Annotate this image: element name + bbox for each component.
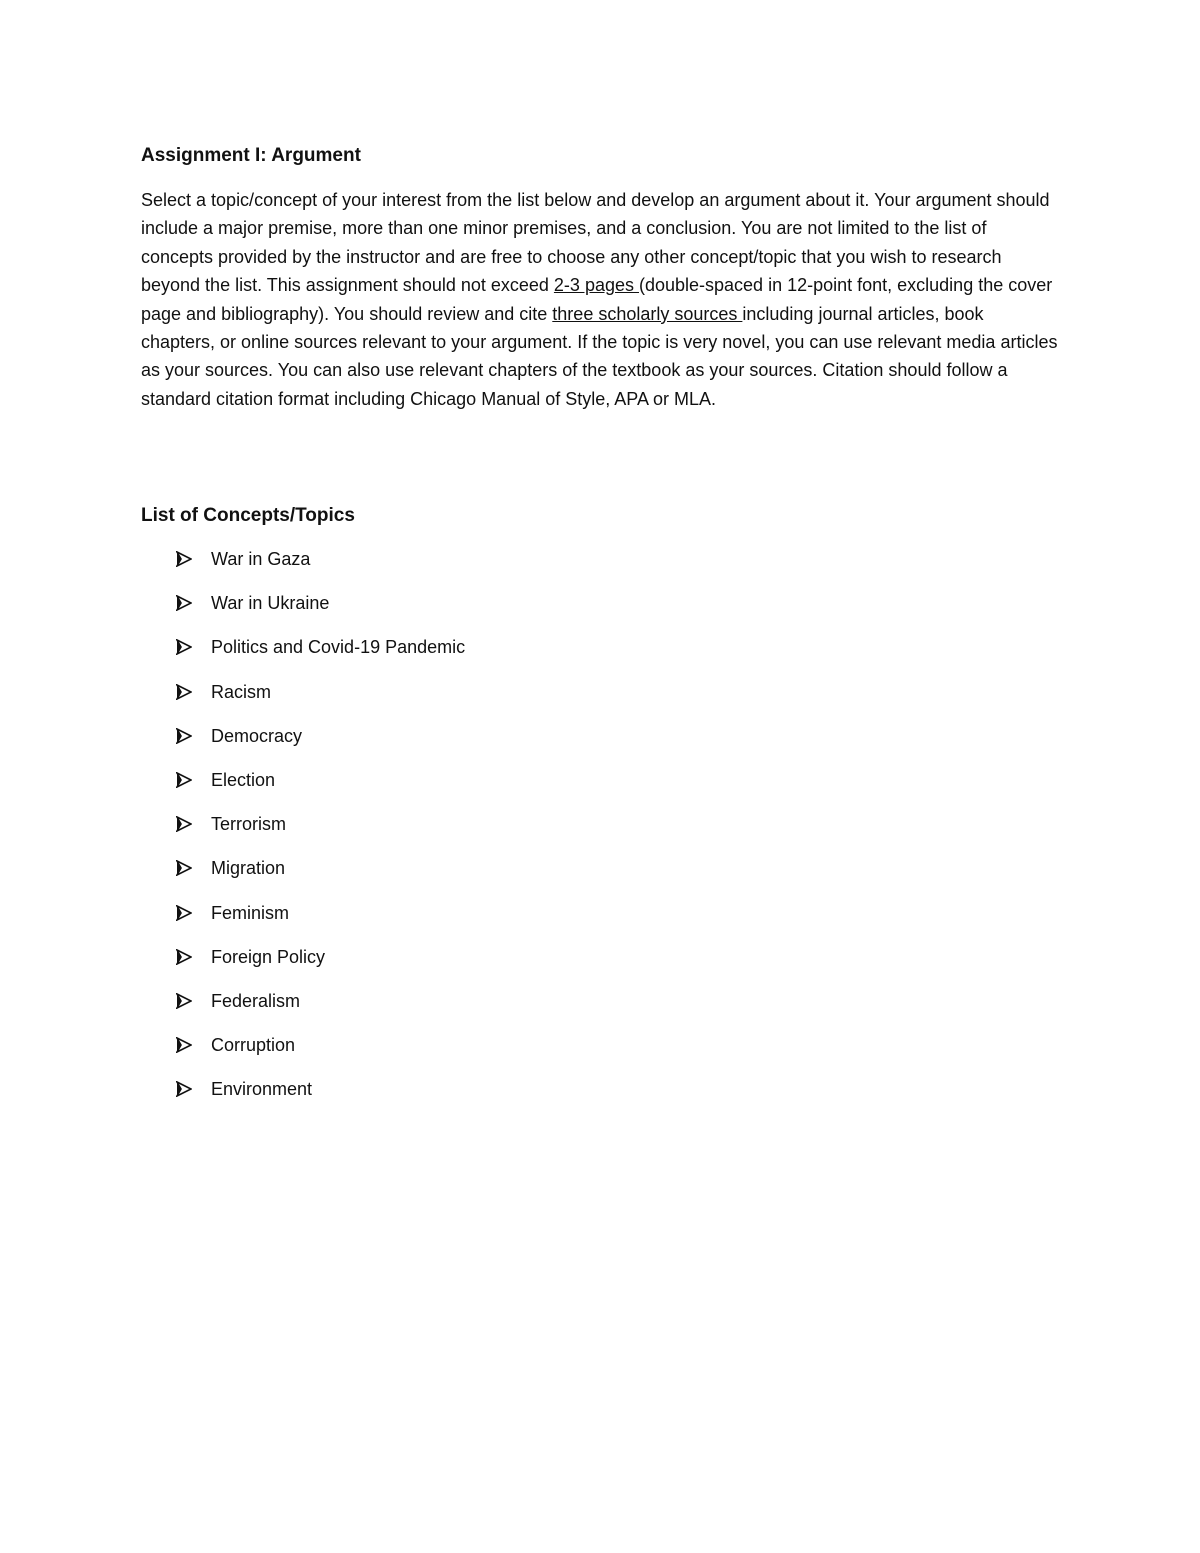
topic-list-item [176,679,465,723]
topic-list-item [176,1032,465,1076]
topic-label: Feminism [211,902,290,923]
topic-label: Foreign Policy [211,946,326,967]
topic-label: Federalism [211,990,301,1011]
topic-list-item [176,811,465,855]
sources-requirement-underlined: three scholarly sources [552,303,743,324]
arrowhead-bullet-icon [176,900,194,926]
instructions-text-part-1: Select a topic/concept of your interest from the list below and develop an argument about it. Your argument should include a major premise, more than one minor premises, and a conclusion. You are not limited to the list of concepts provided by the instructor and are free to choose any other concept/topic that you wish to research beyond the list. This assignment should not exceed [141,190,1050,296]
arrowhead-bullet-icon [176,723,194,749]
topic-list-item [176,944,465,988]
topic-label: Migration [211,858,286,879]
page-limit-underlined: 2-3 pages [553,275,639,296]
topic-label: Environment [211,1079,313,1100]
arrowhead-bullet-icon [176,1076,194,1102]
instructions-text-part-2: (double-spaced in 12-point font, excluding the cover page and bibliography). You should review and cite [141,275,1053,324]
topic-label: War in Ukraine [211,593,330,614]
arrowhead-bullet-icon [176,855,194,881]
topic-list-item [176,900,465,944]
arrowhead-bullet-icon [176,634,194,660]
topic-list-item [176,590,465,634]
arrowhead-bullet-icon [176,1032,194,1058]
topic-list-item [176,988,465,1032]
arrowhead-bullet-icon [176,767,194,793]
topic-label: Terrorism [211,814,286,835]
arrowhead-bullet-icon [176,988,194,1014]
topic-label: Racism [211,681,272,702]
arrowhead-bullet-icon [176,546,194,572]
topic-label: Politics and Covid-19 Pandemic [211,637,466,658]
topic-label: Corruption [211,1035,296,1056]
topic-label: Democracy [211,725,303,746]
topic-list-item [176,855,465,899]
topic-list-item [176,767,465,811]
arrowhead-bullet-icon [176,944,194,970]
topic-list-item [176,546,465,590]
arrowhead-bullet-icon [176,590,194,616]
topics-list-heading: List of Concepts/Topics [141,505,355,526]
topic-list-item [176,634,465,678]
instructions-text-part-3: including journal articles, book chapters, or online sources relevant to your argument. If the topic is very novel, you can use relevant media articles as your sources. You can also use relevant chapters of the textbook as your sources. Citation should follow a standard citation format including Chicago Manual of Style, APA or MLA. [141,303,1058,409]
assignment-instructions [141,186,1061,413]
topic-list-item [176,723,465,767]
assignment-title: Assignment I: Argument [141,145,361,166]
topic-label: Election [211,769,276,790]
topic-list-item [176,1076,465,1120]
arrowhead-bullet-icon [176,811,194,837]
topic-label: War in Gaza [211,549,311,569]
topics-list [176,546,465,1120]
arrowhead-bullet-icon [176,679,194,705]
